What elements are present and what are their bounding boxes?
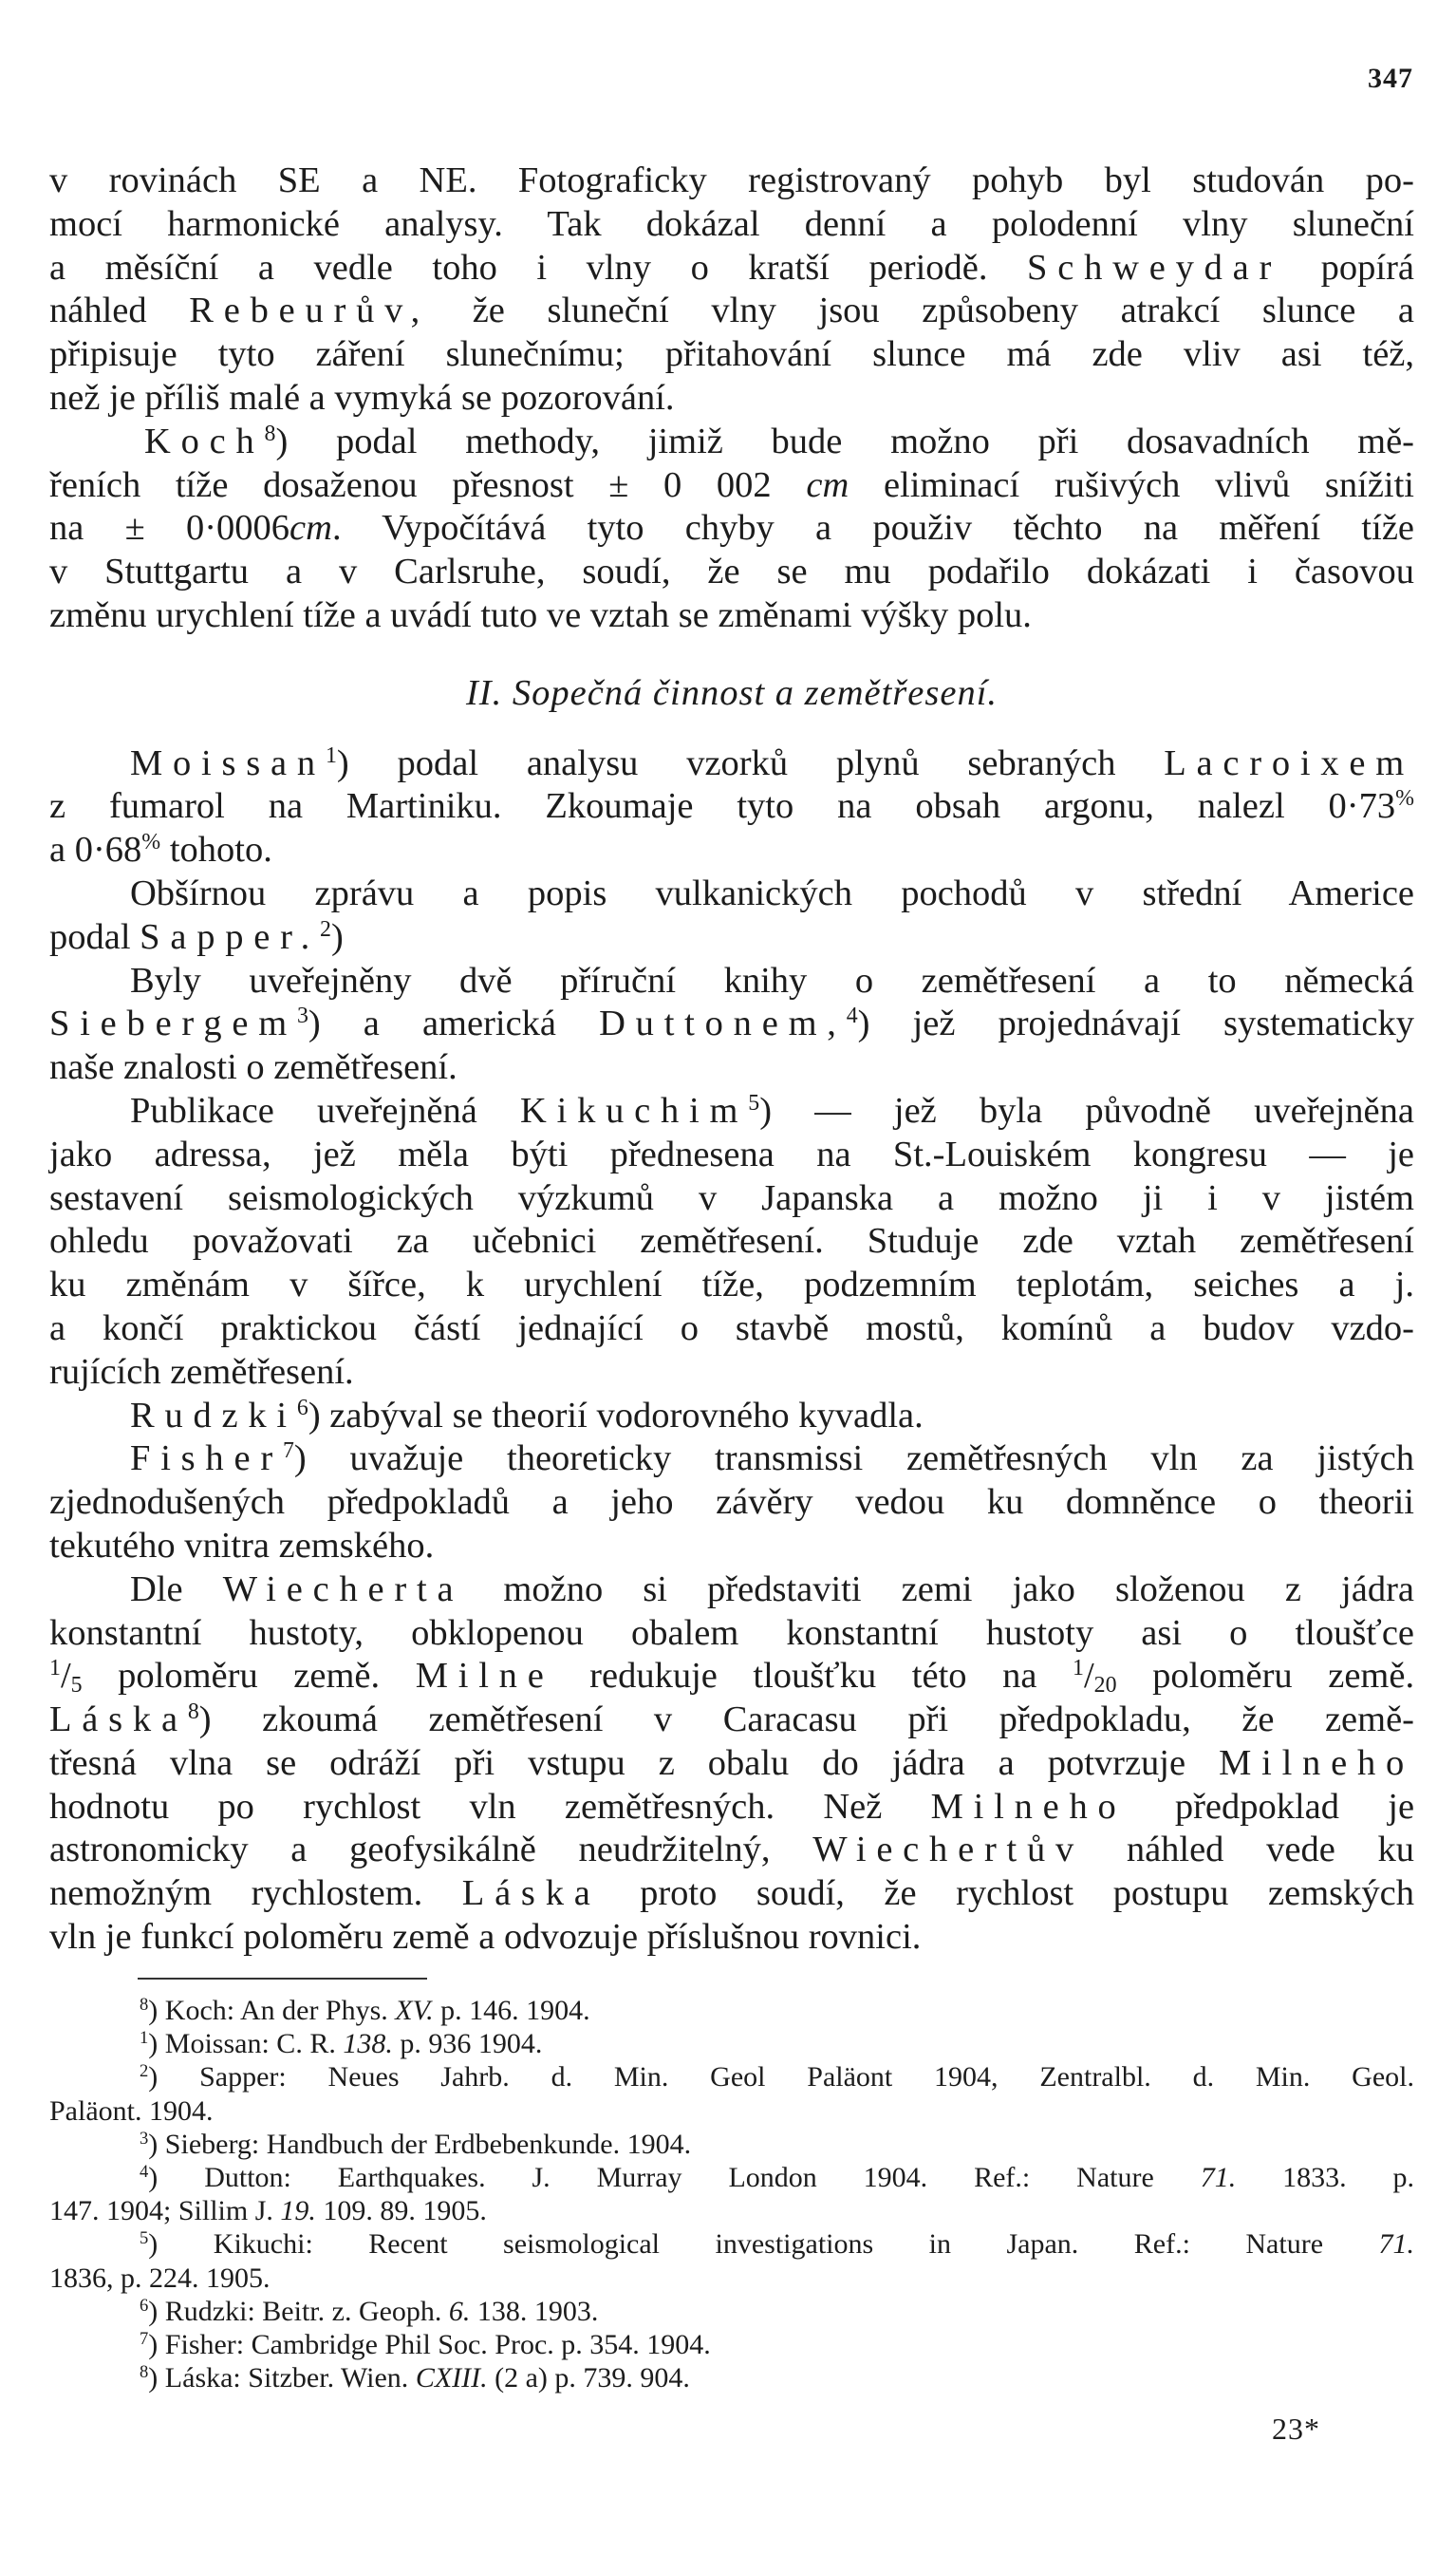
footnote-marker: 8 bbox=[140, 1994, 149, 2015]
footnote-ref: 1 bbox=[325, 742, 337, 768]
author-name: Fisher bbox=[130, 1438, 283, 1479]
footnote: $^8$) Koch: An der Phys. XV. p. 146. 1904. bbox=[140, 1994, 590, 2026]
text-line: Koch$^8$) podal methody, jimiž bude možno při dosavadních mě- bbox=[144, 421, 1414, 461]
footnotes bbox=[49, 1994, 1414, 2394]
footnote: $^4$) Dutton: Earthquakes. J. Murray London 1904. Ref.: Nature 71. 1833. p. bbox=[140, 2161, 1415, 2193]
text-line: mocí harmonické analysy. Tak dokázal denní a polodenní vlny sluneční bbox=[49, 203, 1414, 244]
footnote-ref: 7 bbox=[282, 1438, 294, 1464]
footnote: $^3$) Sieberg: Handbuch der Erdbebenkunde. 1904. bbox=[140, 2128, 692, 2160]
text-line: vln je funkcí poloměru země a odvozuje příslušnou rovnici. bbox=[49, 1917, 922, 1958]
footnote-marker: 5 bbox=[140, 2228, 149, 2249]
author-name: Wiecherta bbox=[222, 1568, 464, 1609]
author-name: Milne bbox=[415, 1656, 554, 1697]
text-line: nemožným rychlostem. Láska proto soudí, že rychlost postupu zemských bbox=[49, 1873, 1414, 1914]
footnote: $^7$) Fisher: Cambridge Phil Soc. Proc. p. 354. 1904. bbox=[140, 2328, 711, 2360]
footnote-continuation: Paläont. 1904. bbox=[49, 2094, 214, 2127]
footnote-ref: 2 bbox=[320, 916, 331, 942]
text-line: Obšírnou zprávu a popis vulkanických pochodů v střední Americe bbox=[130, 873, 1414, 913]
text-line: astronomicky a geofysikálně neudržitelný, Wiechertův náhled vede ku bbox=[49, 1830, 1415, 1870]
text-line: připisuje tyto záření slunečnímu; přitahování slunce má zde vliv asi též, bbox=[49, 334, 1414, 375]
text-line: v rovinách SE a NE. Fotograficky registrovaný pohyb byl studován po- bbox=[49, 160, 1414, 200]
footnote-ref: 4 bbox=[846, 1004, 858, 1029]
text-line: a měsíční a vedle toho i vlny o kratší periodě. Schweydar popírá bbox=[49, 247, 1414, 288]
footnote-ref: 6 bbox=[296, 1395, 308, 1420]
text-line: ku změnám v šířce, k urychlení tíže, podzemním teplotám, seiches a j. bbox=[49, 1265, 1414, 1305]
text-line: náhled Rebeurův, že sluneční vlny jsou způsobeny atrakcí slunce a bbox=[49, 291, 1415, 331]
text-line: Moissan$^1$) podal analysu vzorků plynů sebraných Lacroixem bbox=[130, 742, 1414, 783]
text-line: Siebergem$^3$) a americká Duttonem,$^4$) jež projednávají systematicky bbox=[49, 1004, 1414, 1044]
text-line: konstantní hustoty, obklopenou obalem konstantní hustoty asi o tloušťce bbox=[49, 1612, 1414, 1653]
footnote-ref: 8 bbox=[264, 421, 276, 446]
text-line: Láska$^8$) zkoumá zemětřesení v Caracasu při předpokladu, že země- bbox=[49, 1699, 1414, 1740]
author-name: Moissan bbox=[130, 742, 326, 783]
text-line: jako adressa, jež měla býti přednesena na St.-Louiském kongresu — je bbox=[49, 1134, 1414, 1174]
text-line: naše znalosti o zemětřesení. bbox=[49, 1047, 457, 1088]
footnote-marker: 4 bbox=[140, 2161, 149, 2182]
footnote: $^8$) Láska: Sitzber. Wien. CXIII. (2 a) p. 739. 904. bbox=[140, 2361, 690, 2394]
author-name: Kikuchim bbox=[520, 1090, 749, 1131]
text-line: podal Sapper.$^2$) bbox=[49, 916, 344, 957]
footnote-continuation: 147. 1904; Sillim J. 19. 109. 89. 1905. bbox=[49, 2195, 487, 2227]
section-heading: II. Sopečná činnost a zemětřesení. bbox=[465, 672, 999, 713]
author-name: Koch bbox=[144, 421, 265, 461]
footnote-marker: 6 bbox=[140, 2295, 149, 2316]
author-name: Milneho bbox=[1219, 1742, 1415, 1783]
fraction: $^1/_{20}$ bbox=[1073, 1656, 1117, 1699]
footnote-continuation: 1836, p. 224. 1905. bbox=[49, 2262, 271, 2294]
author-name: Láska bbox=[49, 1699, 188, 1740]
signature-mark: 23* bbox=[1272, 2412, 1320, 2446]
author-name: Sapper. bbox=[140, 916, 321, 957]
page-number: 347 bbox=[1368, 63, 1413, 94]
text-line: v Stuttgartu a v Carlsruhe, soudí, že se mu podařilo dokázati i časovou bbox=[49, 552, 1414, 592]
text-line: třesná vlna se odráží při vstupu z obalu do jádra a potvrzuje Milneho bbox=[49, 1742, 1415, 1783]
author-name: Duttonem, bbox=[599, 1004, 847, 1044]
footnote-marker: 3 bbox=[140, 2128, 149, 2149]
footnote: $^1$) Moissan: C. R. 138. p. 936 1904. bbox=[140, 2027, 543, 2060]
footnote-marker: 8 bbox=[140, 2361, 149, 2382]
author-name: Schweydar bbox=[1027, 247, 1282, 288]
footnote-ref: 8 bbox=[187, 1699, 199, 1724]
footnote: $^6$) Rudzki: Beitr. z. Geoph. 6. 138. 1903. bbox=[140, 2295, 599, 2327]
text-line: Rudzki$^6$) zabýval se theorií vodorovného kyvadla. bbox=[130, 1395, 924, 1436]
text-line: tekutého vnitra zemského. bbox=[49, 1525, 435, 1566]
author-name: Rudzki bbox=[130, 1395, 297, 1436]
author-name: Siebergem bbox=[49, 1004, 297, 1044]
text-line: zjednodušených předpokladů a jeho závěry vedou ku domněnce o theorii bbox=[49, 1482, 1414, 1523]
body-text bbox=[49, 160, 1414, 1960]
text-line: změnu urychlení tíže a uvádí tuto ve vztah se změnami výšky polu. bbox=[49, 594, 1032, 635]
fraction: $^1/_5$ bbox=[49, 1656, 83, 1699]
footnote-marker: 1 bbox=[140, 2027, 149, 2048]
text-line: Fisher$^7$) uvažuje theoreticky transmissi zemětřesných vln za jistých bbox=[130, 1438, 1415, 1479]
text-line: rujících zemětřesení. bbox=[49, 1351, 354, 1392]
text-line: Publikace uveřejněná Kikuchim$^5$) — jež byla původně uveřejněna bbox=[130, 1090, 1414, 1131]
text-line: z fumarol na Martiniku. Zkoumaje tyto na obsah argonu, nalezl 0·73% bbox=[49, 786, 1414, 827]
author-name: Láska bbox=[461, 1873, 601, 1914]
text-line: na ± 0·0006cm. Vypočítává tyto chyby a použiv těchto na měření tíže bbox=[49, 508, 1414, 549]
author-name: Milneho bbox=[930, 1786, 1127, 1827]
text-line: než je příliš malé a vymyká se pozorování. bbox=[49, 377, 675, 418]
text-line: ohledu považovati za učebnici zemětřesení. Studuje zde vztah zemětřesení bbox=[49, 1221, 1414, 1262]
author-name: Lacroixem bbox=[1164, 742, 1414, 783]
footnote-ref: 5 bbox=[748, 1090, 760, 1116]
footnote: $^5$) Kikuchi: Recent seismological investigations in Japan. Ref.: Nature 71. bbox=[140, 2228, 1415, 2261]
footnote-marker: 7 bbox=[140, 2328, 149, 2349]
text-line: $^1/_5$ poloměru země. Milne redukuje tloušťku této na $^1/_{20}$ poloměru země. bbox=[49, 1656, 1415, 1699]
text-line: řeních tíže dosaženou přesnost ± 0 002 cm eliminací rušivých vlivů snížiti bbox=[49, 464, 1415, 505]
footnote: $^2$) Sapper: Neues Jahrb. d. Min. Geol Paläont 1904, Zentralbl. d. Min. Geol. bbox=[140, 2061, 1414, 2093]
text-line: Dle Wiecherta možno si představiti zemi jako složenou z jádra bbox=[130, 1568, 1415, 1609]
text-line: sestavení seismologických výzkumů v Japanska a možno ji i v jistém bbox=[49, 1177, 1414, 1218]
text-line: a končí praktickou částí jednající o stavbě mostů, komínů a budov vzdo- bbox=[49, 1307, 1414, 1348]
footnote-divider bbox=[138, 1978, 427, 1980]
text-line: Byly uveřejněny dvě příruční knihy o zemětřesení a to německá bbox=[130, 960, 1414, 1001]
text-line: a 0·68% tohoto. bbox=[49, 830, 272, 871]
author-name: Wiechertův bbox=[812, 1830, 1085, 1870]
text-line: hodnotu po rychlost vln zemětřesných. Než Milneho předpoklad je bbox=[49, 1786, 1415, 1827]
footnote-ref: 3 bbox=[296, 1004, 308, 1029]
footnote-marker: 2 bbox=[140, 2061, 149, 2082]
author-name: Rebeurův, bbox=[189, 291, 431, 331]
